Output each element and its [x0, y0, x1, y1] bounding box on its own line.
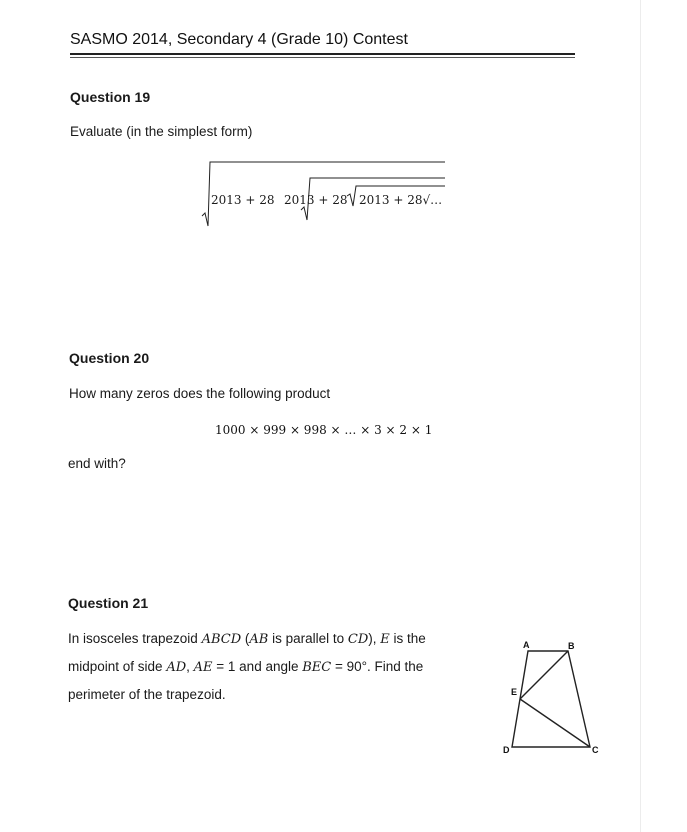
page-edge: [640, 0, 641, 832]
vertex-label-a: A: [523, 640, 530, 650]
header-rule-thin: [70, 57, 575, 58]
question-21-body: [68, 625, 478, 708]
question-20-title: Question 20: [69, 350, 150, 366]
trapezoid-shape: [512, 651, 590, 747]
question-21-line-3: perimeter of the trapezoid.: [68, 687, 226, 702]
vertex-label-b: B: [568, 641, 575, 651]
vertex-label-d: D: [503, 745, 510, 755]
question-21-line-1: In isosceles trapezoid ABCD (AB is parallel to CD), E is the: [68, 631, 426, 647]
header-rule: [70, 53, 575, 55]
question-20-tail: end with?: [68, 456, 126, 471]
trapezoid-diagram: [495, 635, 605, 765]
question-20-prompt: How many zeros does the following product: [69, 386, 331, 401]
radical-term-2: 2013 + 28: [284, 193, 348, 207]
question-21-line-2: midpoint of side AD, AE = 1 and angle BEC = 90°. Find the: [68, 659, 424, 675]
question-19-title: Question 19: [70, 89, 151, 105]
nested-radical: [200, 158, 450, 233]
question-21-title: Question 21: [68, 595, 149, 611]
question-20-product: 1000 × 999 × 998 × … × 3 × 2 × 1: [215, 423, 433, 437]
segment-ec: [520, 699, 590, 747]
question-19-prompt: Evaluate (in the simplest form): [70, 124, 253, 139]
page-header-title: SASMO 2014, Secondary 4 (Grade 10) Contest: [70, 31, 408, 48]
radical-term-3: 2013 + 28√…: [359, 193, 443, 207]
vertex-label-c: C: [592, 745, 599, 755]
radical-term-1: 2013 + 28: [211, 193, 275, 207]
vertex-label-e: E: [511, 687, 518, 697]
